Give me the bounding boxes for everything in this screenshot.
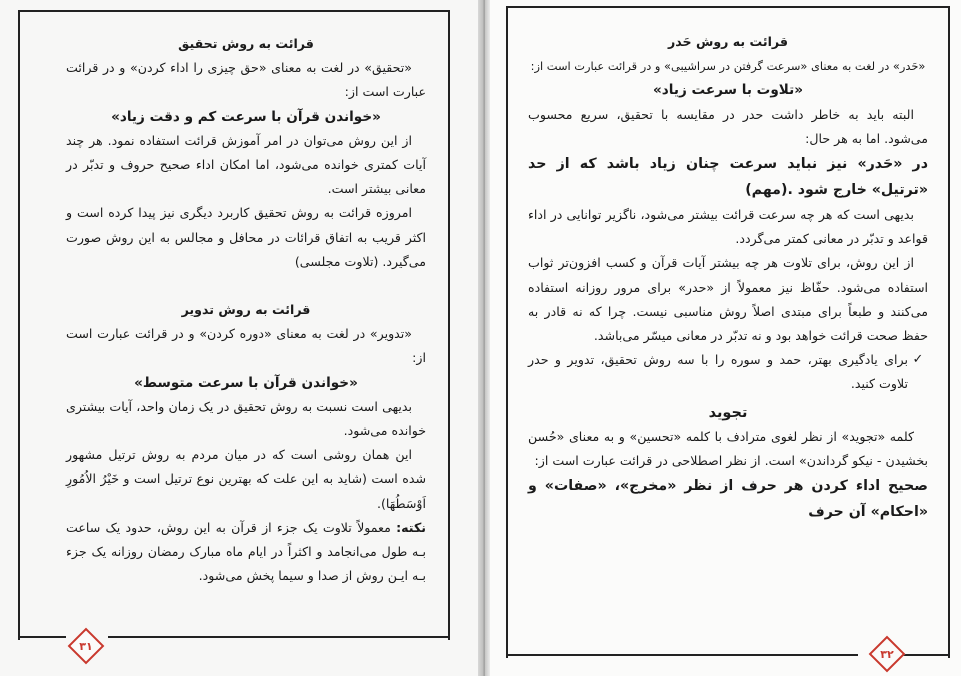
paragraph: امروزه قرائت به روش تحقیق کاربرد دیگری نیز پیدا کرده است و اکثر قریب به اتفاق قرائات در محافل و مجالس به این روش صورت می‌گیرد. (تلاوت مجلسی) — [66, 205, 426, 269]
book-gutter — [478, 0, 490, 676]
heading-hadr: قرائت به روش حَدر — [667, 34, 789, 49]
frame-bottom-segment — [506, 654, 858, 656]
checkmark-icon: ✓ — [912, 352, 924, 368]
page-number-badge — [71, 631, 101, 661]
highlight-quote: صحیح اداء کردن هر حرف از نظر «مخرج»، «صفات» و «احکام» آن حرف — [528, 478, 928, 521]
check-item-text: برای یادگیری بهتر، حمد و سوره را با سه روش تحقیق، تدویر و حدر تلاوت کنید. — [528, 352, 908, 392]
note-label: نکته: — [396, 519, 426, 535]
heading-tahqiq: قرائت به روش تحقیق — [178, 36, 314, 51]
paragraph: کلمه «تجوید» از نظر لغوی مترادف با کلمه «تحسین» و به معنای «حُسن بخشیدن - نیکو گرداندن» است. از نظر اصطلاحی در قرائت عبارت است از: — [528, 428, 928, 469]
paragraph: از این روش، برای تلاوت هر چه بیشتر آیات قرآن و کسب افزون‌تر ثواب استفاده می‌شود. حفّاظ نیز معمولاً از «حدر» برای مرور روزانه استفاده می‌کنند و طبعاً برای مبتدی اصلاً روش مناسبی نیست. چرا که نه قادر به حفظ صحت قرائت خواهد بود و نه تدبّر در معانی میسّر می‌باشد. — [528, 255, 928, 344]
left-page-text — [66, 32, 426, 588]
paragraph: این همان روشی است که در میان مردم به روش ترتیل مشهور شده است (شاید به این علت که بهترین نوع ترتیل است و خَیْرُ الاُمُورِ اَوْسَطُهَا). — [66, 447, 426, 511]
frame-bottom-segment — [902, 654, 950, 656]
note-paragraph — [66, 516, 426, 589]
heading-tajvid: تجوید — [708, 404, 748, 421]
paragraph: «تدویر» در لغت به معنای «دوره کردن» و در قرائت عبارت است از: — [66, 326, 426, 366]
page-number: ۳۲ — [880, 647, 894, 661]
heading-tadvir: قرائت به روش تدویر — [181, 302, 311, 318]
right-page-text — [528, 30, 928, 525]
paragraph: از این روش می‌توان در امر آموزش قرائت استفاده نمود. هر چند آیات کمتری خوانده می‌شود، اما امکان اداء صحیح حروف و تدبّر در معانی بیشتر است. — [66, 132, 426, 197]
paragraph: «تحقیق» در لغت به معنای «حق چیزی را اداء کردن» و در قرائت عبارت است از: — [66, 60, 426, 100]
highlight-quote: «خواندن قرآن با سرعت کم و دقت زیاد» — [111, 108, 381, 125]
frame-bottom-segment — [108, 636, 448, 638]
paragraph: بدیهی است که هر چه سرعت قرائت بیشتر می‌شود، ناگزیر توانایی در اداء قواعد و تدبّر در معانی کمتر می‌گردد. — [528, 207, 928, 247]
highlight-quote: «تلاوت با سرعت زیاد» — [652, 82, 804, 99]
page-number: ۳۱ — [79, 639, 93, 653]
note-text: معمولاً تلاوت یک جزء از قرآن به این روش، حدود یک ساعت بـه طول می‌انجامد و اکثراً در ایام ماه مبارک رمضان روزانه یک جزء بـه ایـن روش از صدا و سیما پخش می‌شود. — [66, 519, 426, 584]
frame-bottom-segment — [18, 636, 66, 638]
paragraph: «حَدر» در لغت به معنای «سرعت گرفتن در سراشیبی» و در قرائت عبارت است از: — [530, 59, 926, 74]
highlight-quote: در «حَدر» نیز نباید سرعت چنان زیاد باشد که از حد «ترتیل» خارج شود .(مهم) — [528, 156, 928, 199]
page-number-badge — [872, 639, 902, 669]
right-page — [490, 0, 961, 676]
paragraph: البته باید به خاطر داشت حدر در مقایسه با تحقیق، سریع محسوب می‌شود. اما به هر حال: — [528, 106, 928, 146]
left-page — [0, 0, 478, 676]
highlight-quote: «خواندن قرآن با سرعت متوسط» — [134, 374, 358, 391]
paragraph: بدیهی است نسبت به روش تحقیق در یک زمان واحد، آیات بیشتری خوانده می‌شود. — [66, 398, 426, 439]
check-item — [528, 348, 928, 396]
